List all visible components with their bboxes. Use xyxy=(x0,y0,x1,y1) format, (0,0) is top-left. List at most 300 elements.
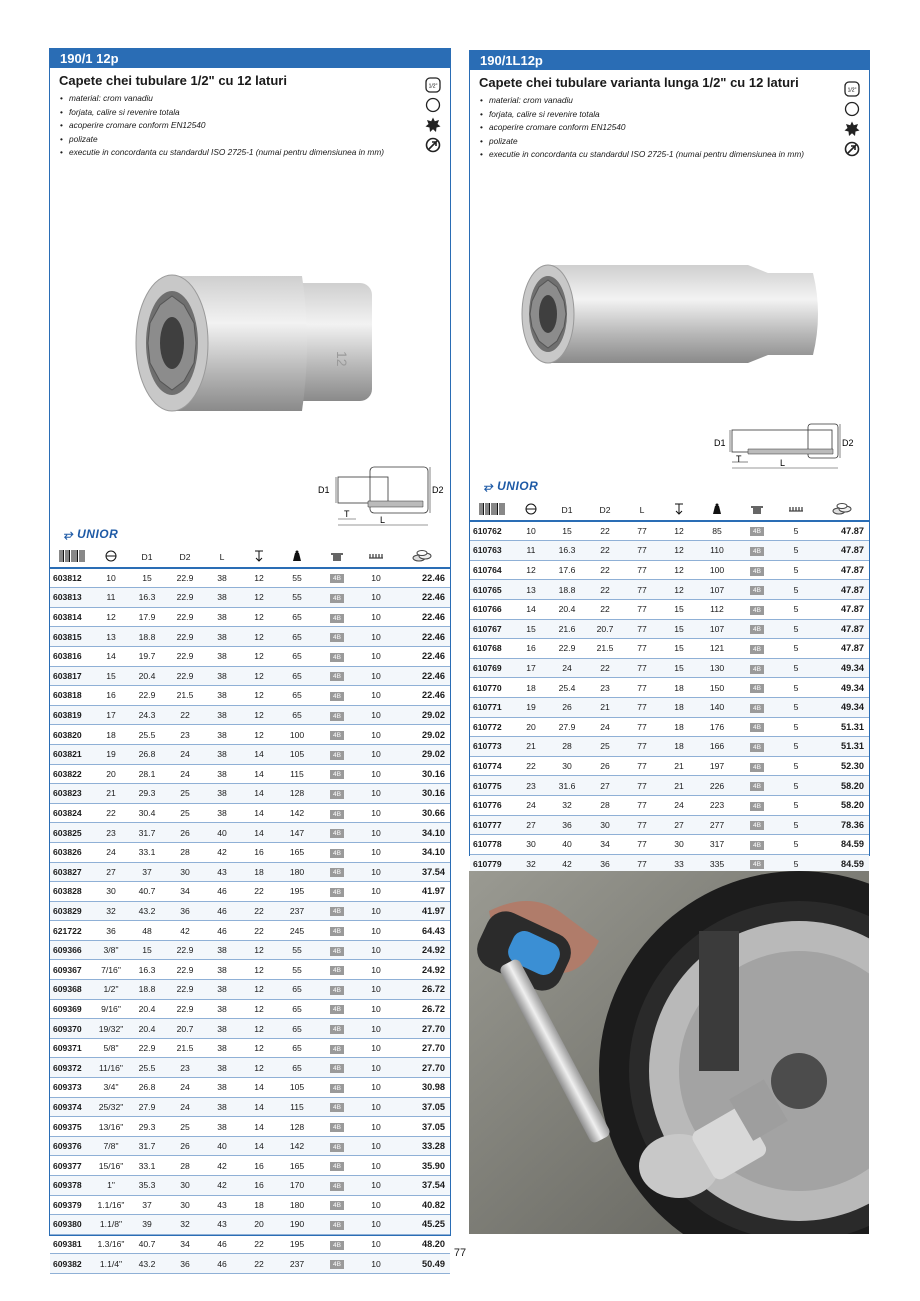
diagram-label-t: T xyxy=(736,454,742,464)
cell-quantity: 10 xyxy=(358,1136,394,1156)
cell-package xyxy=(316,940,358,960)
cell-d1: 29.3 xyxy=(128,784,166,804)
cell-size: 27 xyxy=(94,862,128,882)
cell-package xyxy=(316,1038,358,1058)
package-badge: 4B xyxy=(330,1201,344,1210)
cell-d2: 36 xyxy=(166,1254,204,1274)
feature-item: • polizate xyxy=(480,135,820,149)
table-row xyxy=(50,960,450,980)
table-row xyxy=(50,1078,450,1098)
package-badge: 4B xyxy=(330,1045,344,1054)
cell-d1: 31.6 xyxy=(548,776,586,796)
cell-d1: 30.4 xyxy=(128,803,166,823)
cell-weight: 237 xyxy=(278,901,316,921)
cell-d1: 18.8 xyxy=(548,580,586,600)
cell-depth: 22 xyxy=(240,1254,278,1274)
half-inch-drive-icon xyxy=(844,81,860,97)
cell-article-code: 603816 xyxy=(50,646,94,666)
cell-article-code: 603825 xyxy=(50,823,94,843)
cell-price: 47.87 xyxy=(814,560,869,580)
cell-length: 38 xyxy=(204,588,240,608)
cell-d1: 42 xyxy=(548,854,586,874)
cell-d2: 25 xyxy=(586,737,624,757)
package-badge: 4B xyxy=(330,653,344,662)
cell-depth: 12 xyxy=(240,960,278,980)
usage-photo xyxy=(469,871,869,1234)
cell-d1: 28.1 xyxy=(128,764,166,784)
cell-depth: 12 xyxy=(660,560,698,580)
table-row xyxy=(50,627,450,647)
cell-length: 38 xyxy=(204,744,240,764)
cell-article-code: 609382 xyxy=(50,1254,94,1274)
cell-price: 33.28 xyxy=(394,1136,450,1156)
package-badge: 4B xyxy=(330,594,344,603)
cell-price: 22.46 xyxy=(394,607,450,627)
cell-size: 23 xyxy=(94,823,128,843)
cell-d2: 22 xyxy=(586,541,624,561)
cell-length: 77 xyxy=(624,776,660,796)
cell-package xyxy=(736,658,778,678)
cell-package xyxy=(316,646,358,666)
cell-depth: 12 xyxy=(240,940,278,960)
cell-length: 38 xyxy=(204,666,240,686)
cell-depth: 12 xyxy=(240,666,278,686)
cell-package xyxy=(316,607,358,627)
cell-depth: 30 xyxy=(660,835,698,855)
package-badge: 4B xyxy=(330,1241,344,1250)
cell-package xyxy=(736,639,778,659)
cell-package xyxy=(736,678,778,698)
cell-size: 15/16" xyxy=(94,1156,128,1176)
table-row xyxy=(50,1058,450,1078)
cell-quantity: 5 xyxy=(778,697,814,717)
no-impact-icon xyxy=(425,137,441,153)
package-badge: 4B xyxy=(330,790,344,799)
cell-quantity: 10 xyxy=(358,1097,394,1117)
cell-d2: 22.9 xyxy=(166,940,204,960)
cell-weight: 105 xyxy=(278,1078,316,1098)
table-row xyxy=(50,764,450,784)
cell-article-code: 609376 xyxy=(50,1136,94,1156)
cell-depth: 22 xyxy=(240,1234,278,1254)
cell-d1: 33.1 xyxy=(128,1156,166,1176)
cell-size: 30 xyxy=(514,835,548,855)
cell-weight: 110 xyxy=(698,541,736,561)
cell-depth: 12 xyxy=(660,521,698,541)
cell-depth: 12 xyxy=(240,705,278,725)
cell-article-code: 603814 xyxy=(50,607,94,627)
cell-size: 14 xyxy=(514,599,548,619)
cell-depth: 12 xyxy=(660,580,698,600)
cell-d1: 18.8 xyxy=(128,980,166,1000)
table-row xyxy=(470,678,869,698)
cell-d1: 26.8 xyxy=(128,1078,166,1098)
cell-length: 77 xyxy=(624,815,660,835)
cell-weight: 107 xyxy=(698,619,736,639)
cell-d1: 40.7 xyxy=(128,882,166,902)
table-row xyxy=(50,725,450,745)
cell-d1: 36 xyxy=(548,815,586,835)
cell-quantity: 5 xyxy=(778,737,814,757)
cell-length: 77 xyxy=(624,599,660,619)
cell-d2: 30 xyxy=(166,862,204,882)
cell-depth: 15 xyxy=(660,658,698,678)
table-row xyxy=(50,686,450,706)
cell-length: 77 xyxy=(624,521,660,541)
cell-article-code: 610777 xyxy=(470,815,514,835)
cell-d2: 22 xyxy=(166,705,204,725)
cell-package xyxy=(316,842,358,862)
cell-length: 38 xyxy=(204,1058,240,1078)
cell-length: 42 xyxy=(204,842,240,862)
cell-price: 26.72 xyxy=(394,980,450,1000)
cell-size: 22 xyxy=(94,803,128,823)
cell-price: 27.70 xyxy=(394,1058,450,1078)
col-d2: D2 xyxy=(166,548,204,568)
cell-d1: 27.9 xyxy=(128,1097,166,1117)
cell-d2: 22.9 xyxy=(166,960,204,980)
cell-price: 29.02 xyxy=(394,725,450,745)
package-badge: 4B xyxy=(330,888,344,897)
cell-quantity: 10 xyxy=(358,823,394,843)
cell-price: 29.02 xyxy=(394,744,450,764)
cell-weight: 128 xyxy=(278,784,316,804)
cell-depth: 12 xyxy=(240,1038,278,1058)
cell-size: 16 xyxy=(514,639,548,659)
cell-quantity: 10 xyxy=(358,862,394,882)
cell-d2: 21.5 xyxy=(586,639,624,659)
cell-price: 34.10 xyxy=(394,842,450,862)
diagram-label-l: L xyxy=(780,458,786,468)
feature-item: • executie in concordanta cu standardul ISO 2725-1 (numai pentru dimensiunea in mm) xyxy=(480,148,820,162)
cell-quantity: 5 xyxy=(778,776,814,796)
cell-depth: 18 xyxy=(660,717,698,737)
package-badge: 4B xyxy=(750,645,764,654)
cell-weight: 165 xyxy=(278,842,316,862)
cell-size: 12 xyxy=(94,607,128,627)
table-row xyxy=(50,1038,450,1058)
weight-icon xyxy=(278,548,316,568)
cell-d1: 25.4 xyxy=(548,678,586,698)
cell-price: 26.72 xyxy=(394,999,450,1019)
cell-d2: 20.7 xyxy=(166,1019,204,1039)
cell-weight: 165 xyxy=(278,1156,316,1176)
cell-weight: 226 xyxy=(698,776,736,796)
cell-quantity: 10 xyxy=(358,980,394,1000)
table-row xyxy=(50,1176,450,1196)
package-badge: 4B xyxy=(750,625,764,634)
package-badge: 4B xyxy=(330,1005,344,1014)
cell-article-code: 610767 xyxy=(470,619,514,639)
cell-length: 38 xyxy=(204,725,240,745)
table-row xyxy=(470,737,869,757)
cell-article-code: 609381 xyxy=(50,1234,94,1254)
cell-price: 37.54 xyxy=(394,1176,450,1196)
cell-length: 77 xyxy=(624,697,660,717)
cell-d1: 37 xyxy=(128,862,166,882)
cell-d2: 22 xyxy=(586,560,624,580)
cell-article-code: 610779 xyxy=(470,854,514,874)
package-badge: 4B xyxy=(330,986,344,995)
col-l: L xyxy=(624,501,660,521)
cell-d1: 32 xyxy=(548,795,586,815)
cell-length: 43 xyxy=(204,1195,240,1215)
cell-d2: 24 xyxy=(166,764,204,784)
package-badge: 4B xyxy=(330,1025,344,1034)
cell-article-code: 603827 xyxy=(50,862,94,882)
cell-package xyxy=(316,1097,358,1117)
depth-icon xyxy=(240,548,278,568)
cell-length: 38 xyxy=(204,1097,240,1117)
socket-size-text: 12 xyxy=(334,351,350,367)
product-table xyxy=(50,548,450,1274)
cell-article-code: 609377 xyxy=(50,1156,94,1176)
table-row xyxy=(50,862,450,882)
cell-article-code: 609374 xyxy=(50,1097,94,1117)
cell-article-code: 603821 xyxy=(50,744,94,764)
cell-article-code: 610766 xyxy=(470,599,514,619)
cell-article-code: 610770 xyxy=(470,678,514,698)
cell-quantity: 10 xyxy=(358,1156,394,1176)
cell-weight: 65 xyxy=(278,1058,316,1078)
cell-depth: 18 xyxy=(660,737,698,757)
cell-d1: 26 xyxy=(548,697,586,717)
cell-price: 37.05 xyxy=(394,1117,450,1137)
cell-package xyxy=(736,697,778,717)
cell-price: 47.87 xyxy=(814,580,869,600)
cell-d1: 22.9 xyxy=(548,639,586,659)
cell-length: 77 xyxy=(624,756,660,776)
cell-d2: 25 xyxy=(166,784,204,804)
package-badge: 4B xyxy=(330,1221,344,1230)
price-coins-icon xyxy=(814,501,869,521)
cell-package xyxy=(736,580,778,600)
cell-article-code: 610774 xyxy=(470,756,514,776)
package-badge: 4B xyxy=(330,947,344,956)
cell-package xyxy=(316,784,358,804)
cell-d2: 24 xyxy=(586,717,624,737)
cell-d1: 35.3 xyxy=(128,1176,166,1196)
cell-weight: 65 xyxy=(278,999,316,1019)
cell-d2: 26 xyxy=(166,1136,204,1156)
cell-weight: 121 xyxy=(698,639,736,659)
cell-package xyxy=(736,619,778,639)
cell-depth: 15 xyxy=(660,619,698,639)
cell-size: 21 xyxy=(514,737,548,757)
cell-price: 58.20 xyxy=(814,795,869,815)
table-row xyxy=(470,835,869,855)
cell-length: 77 xyxy=(624,717,660,737)
cell-weight: 65 xyxy=(278,980,316,1000)
cell-d1: 20.4 xyxy=(548,599,586,619)
cell-size: 20 xyxy=(514,717,548,737)
cell-package xyxy=(316,1019,358,1039)
cell-quantity: 5 xyxy=(778,580,814,600)
dimension-diagram xyxy=(308,459,448,534)
cell-depth: 16 xyxy=(240,1156,278,1176)
cell-d1: 16.3 xyxy=(128,588,166,608)
cell-quantity: 5 xyxy=(778,658,814,678)
cell-weight: 223 xyxy=(698,795,736,815)
table-row xyxy=(50,744,450,764)
cell-weight: 55 xyxy=(278,588,316,608)
cell-price: 78.36 xyxy=(814,815,869,835)
cell-length: 77 xyxy=(624,580,660,600)
cell-size: 10 xyxy=(514,521,548,541)
package-badge: 4B xyxy=(750,586,764,595)
cell-length: 46 xyxy=(204,1254,240,1274)
table-row xyxy=(50,1136,450,1156)
table-row xyxy=(470,560,869,580)
cell-depth: 22 xyxy=(240,901,278,921)
package-badge: 4B xyxy=(330,770,344,779)
cell-size: 19 xyxy=(514,697,548,717)
cell-depth: 12 xyxy=(240,607,278,627)
feature-item: • executie in concordanta cu standardul ISO 2725-1 (numai pentru dimensiunea in mm) xyxy=(60,146,400,160)
table-row xyxy=(470,599,869,619)
cell-package xyxy=(316,823,358,843)
cell-size: 1" xyxy=(94,1176,128,1196)
cell-size: 11 xyxy=(94,588,128,608)
table-row xyxy=(470,795,869,815)
table-row xyxy=(470,521,869,541)
cell-length: 38 xyxy=(204,627,240,647)
cell-size: 23 xyxy=(514,776,548,796)
cell-size: 13 xyxy=(514,580,548,600)
unior-logo: ⥂ UNIOR xyxy=(64,527,119,541)
product-panel-left xyxy=(49,48,451,1269)
circle-icon xyxy=(425,97,441,113)
cell-weight: 317 xyxy=(698,835,736,855)
cell-d1: 22.9 xyxy=(128,686,166,706)
cell-depth: 14 xyxy=(240,1117,278,1137)
cell-article-code: 603819 xyxy=(50,705,94,725)
cell-quantity: 10 xyxy=(358,666,394,686)
cell-price: 27.70 xyxy=(394,1019,450,1039)
cell-weight: 115 xyxy=(278,1097,316,1117)
cell-length: 42 xyxy=(204,1156,240,1176)
cell-price: 84.59 xyxy=(814,835,869,855)
half-inch-label: 1/2" xyxy=(847,87,857,94)
circle-icon xyxy=(844,101,860,117)
cell-price: 30.66 xyxy=(394,803,450,823)
col-d2: D2 xyxy=(586,501,624,521)
cell-d1: 17.6 xyxy=(548,560,586,580)
cell-package xyxy=(736,756,778,776)
cell-length: 77 xyxy=(624,639,660,659)
cell-d2: 22 xyxy=(586,580,624,600)
cell-depth: 12 xyxy=(240,627,278,647)
diagram-label-l: L xyxy=(380,515,386,525)
cell-depth: 20 xyxy=(240,1215,278,1235)
cell-size: 27 xyxy=(514,815,548,835)
cell-depth: 12 xyxy=(240,588,278,608)
diagram-label-d2: D2 xyxy=(432,485,444,495)
cell-price: 58.20 xyxy=(814,776,869,796)
package-badge: 4B xyxy=(330,1182,344,1191)
cell-depth: 12 xyxy=(240,646,278,666)
cell-price: 45.25 xyxy=(394,1215,450,1235)
product-title: Capete chei tubulare varianta lunga 1/2" cu 12 laturi xyxy=(479,75,799,90)
cell-weight: 335 xyxy=(698,854,736,874)
cell-quantity: 5 xyxy=(778,560,814,580)
quantity-icon xyxy=(778,501,814,521)
cell-article-code: 610769 xyxy=(470,658,514,678)
cell-depth: 21 xyxy=(660,776,698,796)
cell-depth: 15 xyxy=(660,599,698,619)
cell-length: 38 xyxy=(204,764,240,784)
package-badge: 4B xyxy=(330,574,344,583)
package-badge: 4B xyxy=(330,1103,344,1112)
cell-d2: 21.5 xyxy=(166,1038,204,1058)
package-badge: 4B xyxy=(330,614,344,623)
socket-image xyxy=(132,271,392,421)
cell-package xyxy=(316,1058,358,1078)
cell-weight: 130 xyxy=(698,658,736,678)
cell-weight: 65 xyxy=(278,1019,316,1039)
cell-weight: 147 xyxy=(278,823,316,843)
cell-article-code: 603812 xyxy=(50,568,94,588)
cell-quantity: 10 xyxy=(358,568,394,588)
unior-logo: ⥂ UNIOR xyxy=(484,479,539,493)
cell-depth: 14 xyxy=(240,1097,278,1117)
cell-length: 38 xyxy=(204,960,240,980)
cell-d1: 22.9 xyxy=(128,1038,166,1058)
cell-quantity: 10 xyxy=(358,607,394,627)
cell-d2: 22 xyxy=(586,599,624,619)
cell-quantity: 10 xyxy=(358,646,394,666)
cell-article-code: 603815 xyxy=(50,627,94,647)
cell-length: 46 xyxy=(204,901,240,921)
cell-d2: 20.7 xyxy=(586,619,624,639)
cell-depth: 18 xyxy=(660,697,698,717)
table-row xyxy=(50,1019,450,1039)
cell-length: 38 xyxy=(204,784,240,804)
cell-size: 25/32" xyxy=(94,1097,128,1117)
cell-length: 46 xyxy=(204,921,240,941)
diagram-label-d1: D1 xyxy=(318,485,330,495)
cell-length: 38 xyxy=(204,686,240,706)
package-badge: 4B xyxy=(750,743,764,752)
cell-weight: 55 xyxy=(278,960,316,980)
cell-d2: 22.9 xyxy=(166,588,204,608)
cell-size: 36 xyxy=(94,921,128,941)
cell-d1: 30 xyxy=(548,756,586,776)
cell-depth: 12 xyxy=(240,725,278,745)
cell-d1: 24.3 xyxy=(128,705,166,725)
cell-quantity: 5 xyxy=(778,541,814,561)
cell-quantity: 10 xyxy=(358,901,394,921)
cell-article-code: 609368 xyxy=(50,980,94,1000)
cell-size: 21 xyxy=(94,784,128,804)
cell-weight: 190 xyxy=(278,1215,316,1235)
cell-length: 38 xyxy=(204,646,240,666)
cell-weight: 245 xyxy=(278,921,316,941)
cell-package xyxy=(316,588,358,608)
cell-depth: 12 xyxy=(240,1058,278,1078)
cell-package xyxy=(736,599,778,619)
cell-price: 51.31 xyxy=(814,717,869,737)
cell-size: 7/8" xyxy=(94,1136,128,1156)
cell-weight: 65 xyxy=(278,1038,316,1058)
cell-d1: 25.5 xyxy=(128,1058,166,1078)
cell-price: 49.34 xyxy=(814,658,869,678)
cell-package xyxy=(316,999,358,1019)
cell-size: 22 xyxy=(514,756,548,776)
hex-size-icon xyxy=(94,548,128,568)
price-coins-icon xyxy=(394,548,450,568)
package-badge: 4B xyxy=(330,1064,344,1073)
